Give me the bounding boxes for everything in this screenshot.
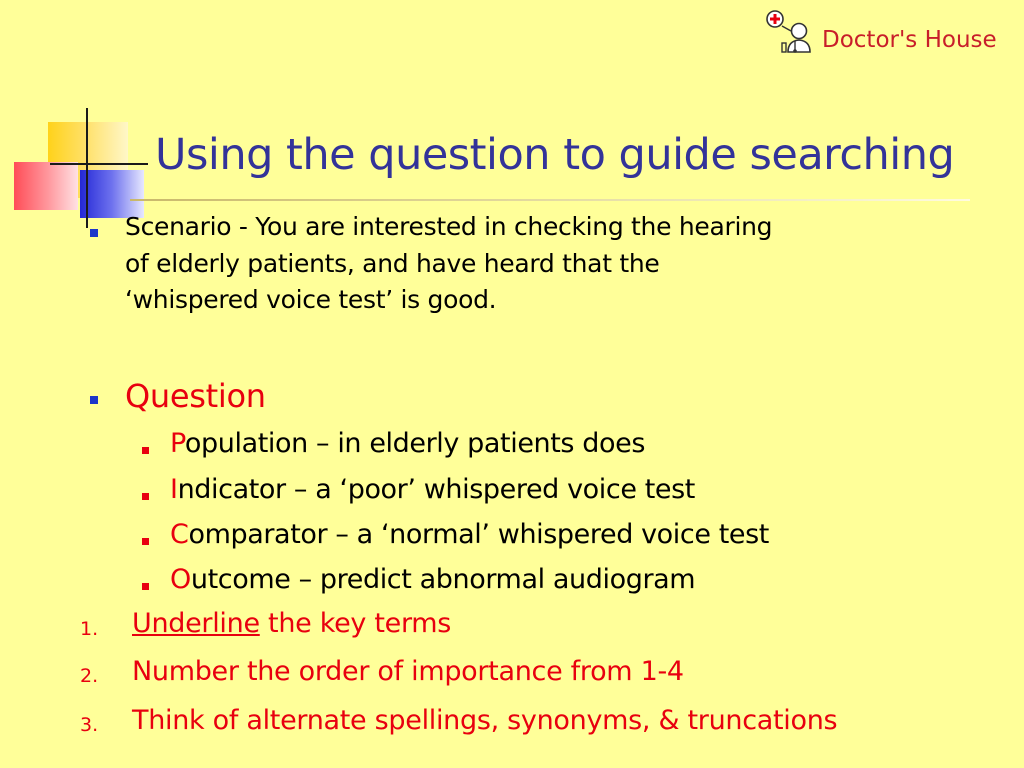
pico-text: omparator – a ‘normal’ whispered voice test bbox=[188, 519, 769, 550]
step-number: 1. bbox=[80, 618, 99, 640]
logo-icon bbox=[762, 10, 822, 58]
pico-bullet bbox=[142, 493, 149, 500]
question-bullet bbox=[90, 396, 98, 404]
step-number-order: Number the order of importance from 1-4 bbox=[132, 656, 684, 687]
pico-bullet bbox=[142, 583, 149, 590]
title-divider bbox=[130, 199, 970, 201]
pico-bullet bbox=[142, 447, 149, 454]
step-number: 3. bbox=[80, 714, 99, 736]
pico-text: utcome – predict abnormal audiogram bbox=[190, 564, 696, 595]
step-underlined-text: Underline bbox=[132, 608, 260, 639]
scenario-line-1: Scenario - You are interested in checking the hearing bbox=[125, 212, 773, 241]
pico-text: ndicator – a ‘poor’ whispered voice test bbox=[177, 474, 695, 505]
pico-item-outcome bbox=[170, 564, 695, 595]
doctors-house-logo bbox=[762, 10, 1017, 58]
logo-text: Doctor's House bbox=[822, 27, 997, 53]
step-underline bbox=[132, 608, 451, 639]
slide-title: Using the question to guide searching bbox=[155, 130, 955, 180]
pico-initial: O bbox=[170, 564, 191, 595]
pico-item-population bbox=[170, 428, 645, 459]
deco-vertical-line bbox=[86, 108, 88, 228]
pico-initial: P bbox=[170, 428, 185, 459]
scenario-bullet bbox=[90, 229, 98, 237]
step-alternates: Think of alternate spellings, synonyms, & truncations bbox=[132, 705, 838, 736]
deco-red-square bbox=[14, 162, 78, 210]
pico-initial: C bbox=[170, 519, 189, 550]
decorative-squares bbox=[0, 0, 150, 230]
pico-bullet bbox=[142, 538, 149, 545]
pico-item-indicator bbox=[170, 474, 695, 505]
step-number: 2. bbox=[80, 665, 99, 687]
pico-item-comparator bbox=[170, 519, 769, 550]
scenario-line-2: of elderly patients, and have heard that the bbox=[125, 249, 660, 278]
pico-initial: I bbox=[170, 474, 178, 505]
pico-text: opulation – in elderly patients does bbox=[184, 428, 646, 459]
deco-horizontal-line bbox=[50, 163, 148, 165]
deco-blue-square bbox=[80, 170, 144, 218]
scenario-line-3: ‘whispered voice test’ is good. bbox=[125, 285, 497, 314]
question-heading: Question bbox=[125, 377, 266, 415]
step-text: the key terms bbox=[259, 608, 452, 639]
